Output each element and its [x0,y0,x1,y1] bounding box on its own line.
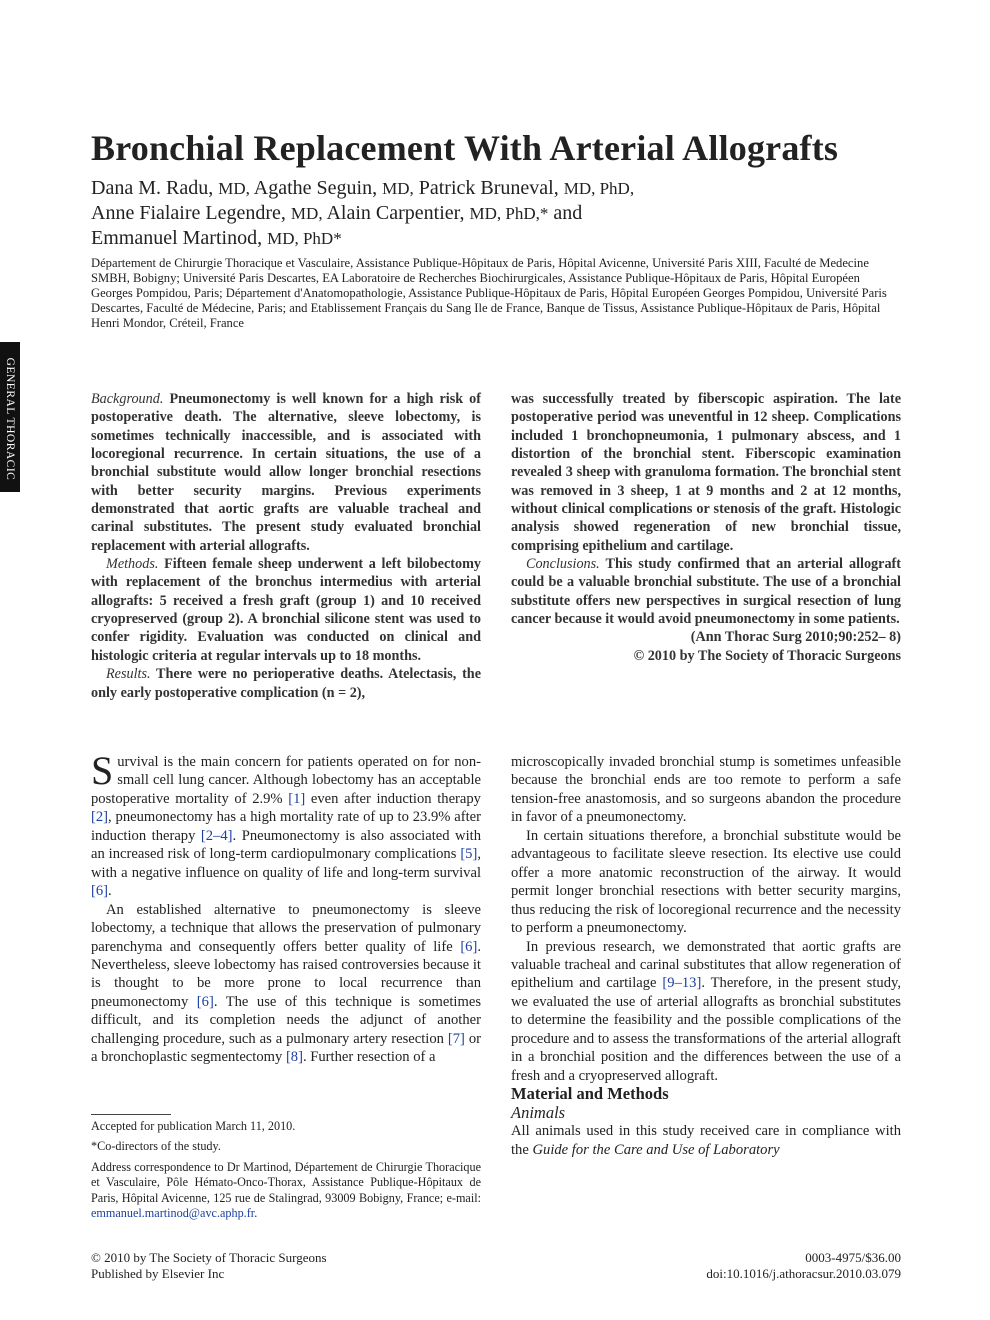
body-paragraph: An established alternative to pneumonectomy is sleeve lobectomy, a technique that allows the preservation of pulmonary parenchyma and consequently offers better quality of life [6]. Nevertheless, sleeve lobectomy has raised controversies because it is thought to be more prone to local recurrence than pneumonectomy [6]. The use of this technique is sometimes difficult, and its completion needs the adjunct of another challenging procedure, such as a pulmonary artery resection [7] or a bronchoplastic segmentectomy [8]. Further resection of a [91,901,481,1066]
footer-copyright: © 2010 by The Society of Thoracic Surgeons [91,1250,327,1265]
subsection-heading: Animals [511,1102,566,1122]
footer-left [91,1250,327,1281]
abstract-label: Results. [106,666,151,683]
abstract-methods: Methods. Fifteen female sheep underwent a left bilobectomy with replacement of the bronchus intermedius with arterial allografts: 5 received a fresh graft (group 1) and 10 received cryopreserved (group 2). A bronchial silicone stent was used to confer rigidity. Evaluation was conducted on clinical and histologic criteria at regular intervals up to 18 months. [91,556,481,664]
author-name: Emmanuel Martinod, [91,227,263,249]
body-paragraph: microscopically invaded bronchial stump is sometimes unfeasible because the bronchial ends are too remote to perform a safe tension-free anastomosis, and so surgeons abandon the procedure in favor of a pneumonectomy. [511,754,901,826]
codirectors-note: *Co-directors of the study. [91,1139,221,1154]
footnotes [91,1119,481,1226]
author-name: Alain Carpentier, [326,202,465,224]
email-link[interactable]: emmanuel.martinod@avc.aphp.fr [91,1206,255,1221]
reference-link[interactable]: [2] [91,809,109,826]
reference-link[interactable]: [8] [285,1049,303,1066]
author-name: Dana M. Radu, [91,177,214,199]
abstract-results: Results. There were no perioperative deaths. Atelectasis, the only early postoperative complication (n = 2), [91,666,481,701]
journal-citation: (Ann Thorac Surg 2010;90:252– 8) [690,629,901,646]
author-line-2 [91,201,911,226]
reference-link[interactable]: [6] [91,883,109,900]
abstract-results-continued: was successfully treated by fiberscopic aspiration. The late postoperative period was uneventful in 12 sheep. Complications included 1 bronchopneumonia, 1 pulmonary abscess, and 1 distortion of the bronchial stent. Fiberscopic examination revealed 3 sheep with granuloma formation. The bronchial stent was removed in 3 sheep, 1 at 9 months and 2 at 12 months, without clinical complications or stenosis of the graft. Histologic analysis showed regeneration of new bronchial tissue, comprising epithelium and cartilage. [511,391,901,554]
abstract-label: Conclusions. [526,556,600,573]
body-column-left [91,748,482,1067]
body-paragraph: Survival is the main concern for patients operated on for non-small cell lung cancer. Although lobectomy has an acceptable postoperative mortality of 2.9% [1] even after induction therapy [2], pneumonectomy has a high mortality rate of up to 23.9% after induction therapy [2–4]. Pneumonectomy is also associated with an increased risk of long-term cardiopulmonary complications [5], with a negative influence on quality of life and long-term survival [6]. [91,748,482,900]
section-heading: Material and Methods [511,1084,669,1104]
author-degree: MD, [382,179,414,198]
footer-right [706,1250,901,1281]
acceptance-note: Accepted for publication March 11, 2010. [91,1119,296,1133]
footer-issn: 0003-4975/$36.00 [805,1250,901,1265]
reference-link[interactable]: [1] [288,790,306,807]
article-title: Bronchial Replacement With Arterial Allografts [91,128,839,168]
author-line-1 [91,176,911,201]
reference-link[interactable]: [6] [196,993,214,1010]
reference-link[interactable]: [2–4] [200,827,233,844]
footnote-divider [91,1114,171,1115]
correspondence-address: Address correspondence to Dr Martinod, Département de Chirurgie Thoracique et Vasculaire, Pôle Hémato-Onco-Thorax, Assistance Publique-Hôpitaux de Paris, Hôpital Avicenne, 125 rue de Stalingrad, 93009 Bobigny, France; e-mail: emmanuel.martinod@avc.aphp.fr. [91,1159,481,1221]
author-name: Patrick Bruneval, [418,177,559,199]
reference-link[interactable]: [9–13] [662,975,702,992]
abstract-column-left [91,390,481,702]
section-side-tab-label: GENERAL THORACIC [4,357,16,481]
author-name: Anne Fialaire Legendre, [91,202,286,224]
body-paragraph: In certain situations therefore, a bronchial substitute would be advantageous to facilitate sleeve resection. Its elective use could offer a more anatomic reconstruction of the airway. It would permit longer bronchial resections with better security margins, thus reducing the risk of locoregional recurrence and the necessity to perform a pneumonectomy. [511,827,901,937]
section-side-tab [0,342,20,492]
abstract-label: Background. [91,391,164,407]
body-column-right [511,753,901,1159]
author-degree: MD, PhD* [267,229,342,248]
author-name: Agathe Seguin, [253,177,378,199]
abstract-column-right [511,390,901,665]
author-list [91,176,911,251]
author-degree: MD, [218,179,250,198]
abstract-label: Methods. [106,556,159,573]
body-paragraph: All animals used in this study received care in compliance with the Guide for the Care and Use of Laboratory [511,1123,901,1158]
author-degree: MD, [290,204,323,223]
author-degree: MD, PhD, [563,179,635,198]
abstract-copyright: © 2010 by The Society of Thoracic Surgeons [633,647,901,664]
abstract-conclusions: Conclusions. This study confirmed that an arterial allograft could be a valuable bronchial substitute. The use of a bronchial substitute offers new perspectives in surgical resection of lung cancer because it would avoid pneumonectomy in some patients. [511,556,901,628]
footer-doi[interactable]: doi:10.1016/j.athoracsur.2010.03.079 [706,1265,901,1281]
affiliations: Département de Chirurgie Thoracique et Vasculaire, Assistance Publique-Hôpitaux de Paris, Hôpital Avicenne, Université Paris XIII, Faculté de Medecine SMBH, Bobigny; Université Paris Descartes, EA Laboratoire de Recherches Biochirurgicales, Assistance Publique-Hôpitaux de Paris, Hôpital Européen Georges Pompidou, Paris; Département d'Anatomopathologie, Assistance Publique-Hôpitaux de Paris, Hôpital Européen Georges Pompidou, Université Paris Descartes, Faculté de Médecine, Paris; and Etablissement Français du Sang Ile de France, Banque de Tissus, Assistance Publique-Hôpitaux de Paris, Hôpital Henri Mondor, Créteil, France [91,256,887,330]
author-degree: MD, PhD,* [469,204,549,223]
drop-cap: S [91,748,114,793]
reference-link[interactable]: [5] [460,846,478,863]
reference-link[interactable]: [6] [460,938,478,955]
body-paragraph: In previous research, we demonstrated that aortic grafts are valuable tracheal and carinal substitutes that allow regeneration of epithelium and cartilage [9–13]. Therefore, in the present study, we evaluated the use of arterial allografts as bronchial substitutes to determine the feasibility and the possible complications of the procedure and to assess the transformations of the arterial allograft in a bronchial position and the differences between the use of a fresh and a cryopreserved allograft. [511,938,901,1084]
author-conjunction: and [553,202,583,224]
author-line-3 [91,226,911,251]
reference-link[interactable]: [7] [447,1030,465,1047]
abstract-background: Background. Pneumonectomy is well known for a high risk of postoperative death. The alternative, sleeve lobectomy, is sometimes technically inaccessible, and is associated with locoregional recurrence. In certain situations, the use of a bronchial substitute would allow longer bronchial resections with better security margins. Previous experiments demonstrated that aortic grafts are valuable tracheal and carinal substitutes. The present study evaluated bronchial replacement with arterial allografts. [91,391,481,554]
footer-publisher: Published by Elsevier Inc [91,1265,225,1281]
